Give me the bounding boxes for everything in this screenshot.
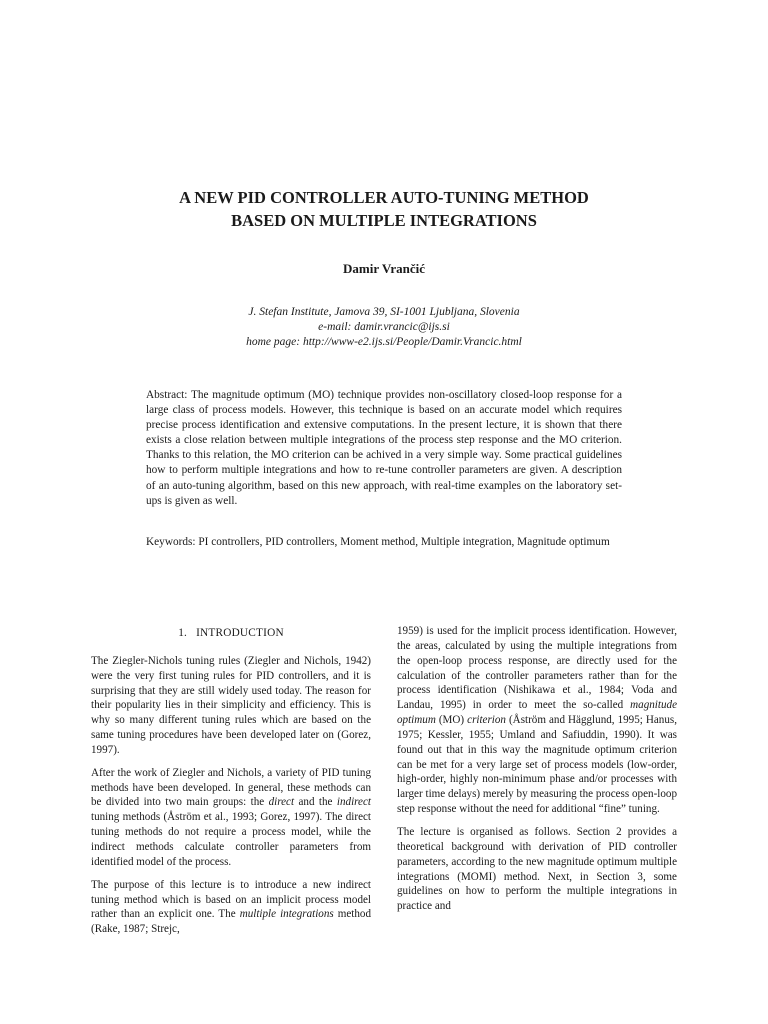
paragraph: The lecture is organised as follows. Section 2 provides a theoretical background with derivation of PID controller parameters, according to the new magnitude optimum multiple integrations (MOMI) method. Next, in Section 3, some guidelines on how to perform the multiple integrations in practice and	[397, 825, 677, 913]
text-run: 1959) is used for the implicit process identification. However, the areas, calculated by using the multiple integrations from the open-loop process response, are directly used for the calculation of the controller parameters rather than for the process identification (Nishikawa et al., 1984; Voda and Landau, 1995) in order to meet the so-called	[397, 625, 677, 712]
emphasis: magnitude optimum	[397, 699, 677, 727]
paragraph	[397, 624, 677, 817]
text-run: The purpose of this lecture is to introduce a new indirect tuning method which is based on an implicit process model rather than an explicit one. The	[91, 878, 371, 921]
affiliation-block	[0, 305, 768, 350]
section-number: 1.	[178, 627, 188, 639]
right-column	[397, 624, 677, 922]
text-run: (MO)	[435, 714, 468, 727]
text-run: and the	[294, 796, 337, 809]
paragraph: The Ziegler-Nichols tuning rules (Ziegler and Nichols, 1942) were the very first tuning rules for PID controllers, and it is surprising that they are still widely used today. The reason for their popularity lies in their simplicity and efficiency. This is why so many different tuning rules which are based on the same tuning procedures have been developed later on (Gorez, 1997).	[91, 654, 371, 756]
section-title: INTRODUCTION	[196, 627, 284, 639]
paragraph	[91, 766, 371, 870]
paper-title	[90, 186, 678, 232]
keywords: Keywords: PI controllers, PID controllers, Moment method, Multiple integration, Magnitude optimum	[146, 536, 610, 548]
text-run: (Åström and Hägglund, 1995; Hanus, 1975; Kessler, 1955; Umland and Safiuddin, 1990). It was found out that in this way the magnitude optimum criterion can be met for a very large set of process models (low-order, high-order, highly non-minimum phase and/or processes with larger time delays) merely by measuring the process open-loop step response without the need for additional “fine” tuning.	[397, 714, 677, 816]
left-column	[91, 624, 371, 945]
author-email: e-mail: damir.vrancic@ijs.si	[318, 321, 450, 333]
abstract: Abstract: The magnitude optimum (MO) technique provides non-oscillatory closed-loop response for a large class of process models. However, this technique is based on an accurate model which requires precise process identification and extensive computations. In the present lecture, it is shown that there exists a close relation between multiple integrations of the process step response and the MO criterion. Thanks to this relation, the MO criterion can be achived in a very simple way. Some practical guidelines how to perform multiple integrations and how to re-tune controller parameters are given. A description of an auto-tuning algorithm, based on this new approach, with real-time examples on the laboratory set-ups is given as well.	[146, 389, 622, 507]
title-line-2: BASED ON MULTIPLE INTEGRATIONS	[231, 211, 537, 230]
author-homepage: home page: http://www-e2.ijs.si/People/Damir.Vrancic.html	[246, 336, 522, 348]
text-run: tuning methods (Åström et al., 1993; Gorez, 1997). The direct tuning methods do not require a process model, while the indirect methods calculate controller parameters from identified model of the process.	[91, 811, 371, 868]
text-run: After the work of Ziegler and Nichols, a variety of PID tuning methods have been developed. In general, these methods can be divided into two main groups: the	[91, 766, 371, 809]
emphasis: indirect	[336, 796, 371, 809]
emphasis: criterion	[467, 714, 506, 727]
text-run: method (Rake, 1987; Strejc,	[91, 908, 372, 936]
emphasis: multiple integrations	[239, 908, 334, 921]
emphasis: direct	[268, 796, 295, 809]
affiliation: J. Stefan Institute, Jamova 39, SI-1001 Ljubljana, Slovenia	[248, 306, 520, 318]
paragraph	[91, 878, 371, 937]
section-heading	[91, 626, 371, 641]
title-line-1: A NEW PID CONTROLLER AUTO-TUNING METHOD	[179, 188, 589, 207]
author-name: Damir Vrančić	[343, 261, 425, 276]
